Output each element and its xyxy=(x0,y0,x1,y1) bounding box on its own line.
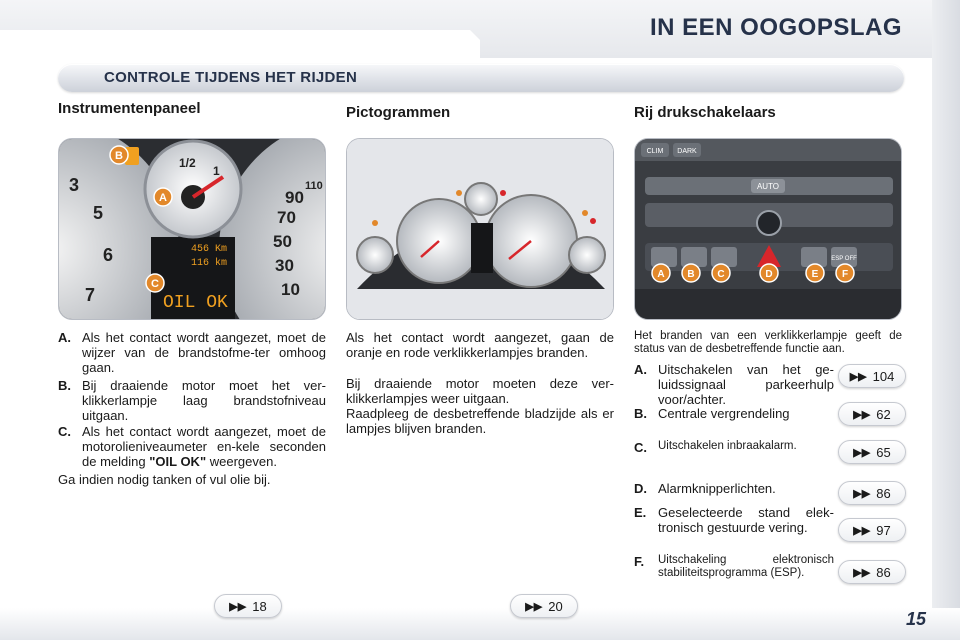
item-label: F. xyxy=(634,554,645,569)
odometer-total: 456 Km xyxy=(191,244,228,255)
oil-ok-display: OIL OK xyxy=(163,293,228,313)
button-label: CLIM xyxy=(646,148,664,155)
list-item xyxy=(58,330,326,376)
skip-forward-icon: ▶▶ xyxy=(229,600,247,613)
svg-text:A: A xyxy=(159,192,167,204)
marker-e xyxy=(806,264,824,282)
skip-forward-icon: ▶▶ xyxy=(849,370,867,383)
skip-forward-icon: ▶▶ xyxy=(853,524,871,537)
svg-text:A: A xyxy=(657,269,665,280)
column-title-instrument-panel: Instrumentenpaneel xyxy=(58,100,201,117)
marker-d xyxy=(760,264,778,282)
item-label: D. xyxy=(634,481,647,496)
gauge-number: 110 xyxy=(305,180,323,192)
gauge-number: 90 xyxy=(285,188,304,207)
skip-forward-icon: ▶▶ xyxy=(853,487,871,500)
item-text: Uitschakelen van het ge-luidssignaal parkeerhulp voor/achter. xyxy=(658,362,834,407)
instrument-panel-photo xyxy=(58,138,326,320)
page-ref-97[interactable]: ▶▶ 97 xyxy=(838,518,906,542)
page-number: 15 xyxy=(905,609,926,629)
bottom-band xyxy=(0,608,960,640)
button-label: DARK xyxy=(677,148,697,155)
marker-c xyxy=(146,274,164,292)
marker-f xyxy=(836,264,854,282)
skip-forward-icon: ▶▶ xyxy=(853,566,871,579)
skip-forward-icon: ▶▶ xyxy=(525,600,543,613)
marker-a xyxy=(154,188,172,206)
gauge-number: 1 xyxy=(213,164,220,178)
column-title-pictograms: Pictogrammen xyxy=(346,104,451,121)
page-title: IN EEN OOGOPSLAG xyxy=(649,14,902,41)
page-ref-86-esp[interactable]: ▶▶ 86 xyxy=(838,560,906,584)
item-label: A. xyxy=(634,362,647,377)
paragraph: Als het contact wordt aangezet, gaan de oranje en rode verklikkerlampjes branden. xyxy=(346,330,614,360)
gauge-number: 50 xyxy=(273,232,292,251)
section-banner xyxy=(58,64,904,92)
section-title: CONTROLE TIJDENS HET RIJDEN xyxy=(104,69,358,86)
skip-forward-icon: ▶▶ xyxy=(853,408,871,421)
item-text: Als het contact wordt aangezet, moet de wijzer van de brandstofme-ter omhoog gaan. xyxy=(82,330,326,375)
button-label: ESP OFF xyxy=(831,256,857,262)
gauge-number: 30 xyxy=(275,256,294,275)
svg-text:C: C xyxy=(717,269,725,280)
list-item xyxy=(634,406,834,426)
header-tab xyxy=(0,30,480,60)
list-item xyxy=(634,362,834,406)
page-ref-104[interactable]: ▶▶ 104 xyxy=(838,364,906,388)
dashboard-photo xyxy=(346,138,614,320)
svg-text:C: C xyxy=(151,278,159,290)
list-item xyxy=(634,554,834,584)
item-label: E. xyxy=(634,505,647,520)
item-label: C. xyxy=(58,424,71,439)
page-edge xyxy=(932,0,960,640)
footer-note: Ga indien nodig tanken of vul olie bij. xyxy=(58,472,271,487)
marker-a xyxy=(652,264,670,282)
gauge-number: 5 xyxy=(93,203,104,223)
column-title-switches: Rij drukschakelaars xyxy=(634,104,776,121)
gauge-number: 6 xyxy=(103,245,114,265)
item-label: B. xyxy=(634,406,647,421)
svg-text:E: E xyxy=(811,269,819,280)
list-item xyxy=(634,440,834,460)
gauge-number: 70 xyxy=(277,208,296,227)
gauge-number: 3 xyxy=(69,175,80,195)
paragraph: Bij draaiende motor moeten deze ver-klikkerlampjes weer uitgaan. xyxy=(346,376,614,406)
item-text: Uitschakelen inbraakalarm. xyxy=(658,440,797,452)
list-item xyxy=(58,378,326,424)
item-text: Uitschakeling elektronisch stabiliteitsprogramma (ESP). xyxy=(658,554,834,579)
button-label: AUTO xyxy=(756,182,780,191)
item-text: Geselecteerde stand elek-tronisch gestuurde vering. xyxy=(658,505,834,535)
list-item xyxy=(634,505,834,541)
marker-b xyxy=(110,146,128,164)
gauge-number: 1/2 xyxy=(179,156,196,170)
item-text: Bij draaiende motor moet het ver-klikkerlampje laag brandstofniveau uitgaan. xyxy=(82,378,326,423)
page-ref-62[interactable]: ▶▶ 62 xyxy=(838,402,906,426)
item-text: Alarmknipperlichten. xyxy=(658,481,776,496)
item-text: Als het contact wordt aangezet, moet de motorolieniveaumeter en-kele seconden de melding "OIL OK" weergeven. xyxy=(82,424,326,469)
page-ref-65[interactable]: ▶▶ 65 xyxy=(838,440,906,464)
page-ref-86[interactable]: ▶▶ 86 xyxy=(838,481,906,505)
paragraph: Raadpleeg de desbetreffende bladzijde als er lampjes blijven branden. xyxy=(346,406,614,436)
odometer-trip: 116 km xyxy=(191,258,228,269)
marker-c xyxy=(712,264,730,282)
item-label: A. xyxy=(58,330,71,345)
item-label: B. xyxy=(58,378,71,393)
marker-b xyxy=(682,264,700,282)
item-text: Centrale vergrendeling xyxy=(658,406,790,421)
svg-text:B: B xyxy=(115,150,123,162)
svg-text:D: D xyxy=(765,269,773,280)
gauge-number: 10 xyxy=(281,280,300,299)
switch-panel-photo xyxy=(634,138,902,320)
intro-text: Het branden van een verklikkerlampje geeft de status van de desbetreffende functie aan. xyxy=(634,330,902,355)
page-ref-20[interactable]: ▶▶ 20 xyxy=(510,594,578,618)
list-item xyxy=(634,481,834,501)
gauge-number: 7 xyxy=(85,285,96,305)
item-label: C. xyxy=(634,440,647,455)
svg-text:F: F xyxy=(841,269,849,280)
page-ref-18[interactable]: ▶▶ 18 xyxy=(214,594,282,618)
skip-forward-icon: ▶▶ xyxy=(853,446,871,459)
svg-text:B: B xyxy=(687,269,695,280)
